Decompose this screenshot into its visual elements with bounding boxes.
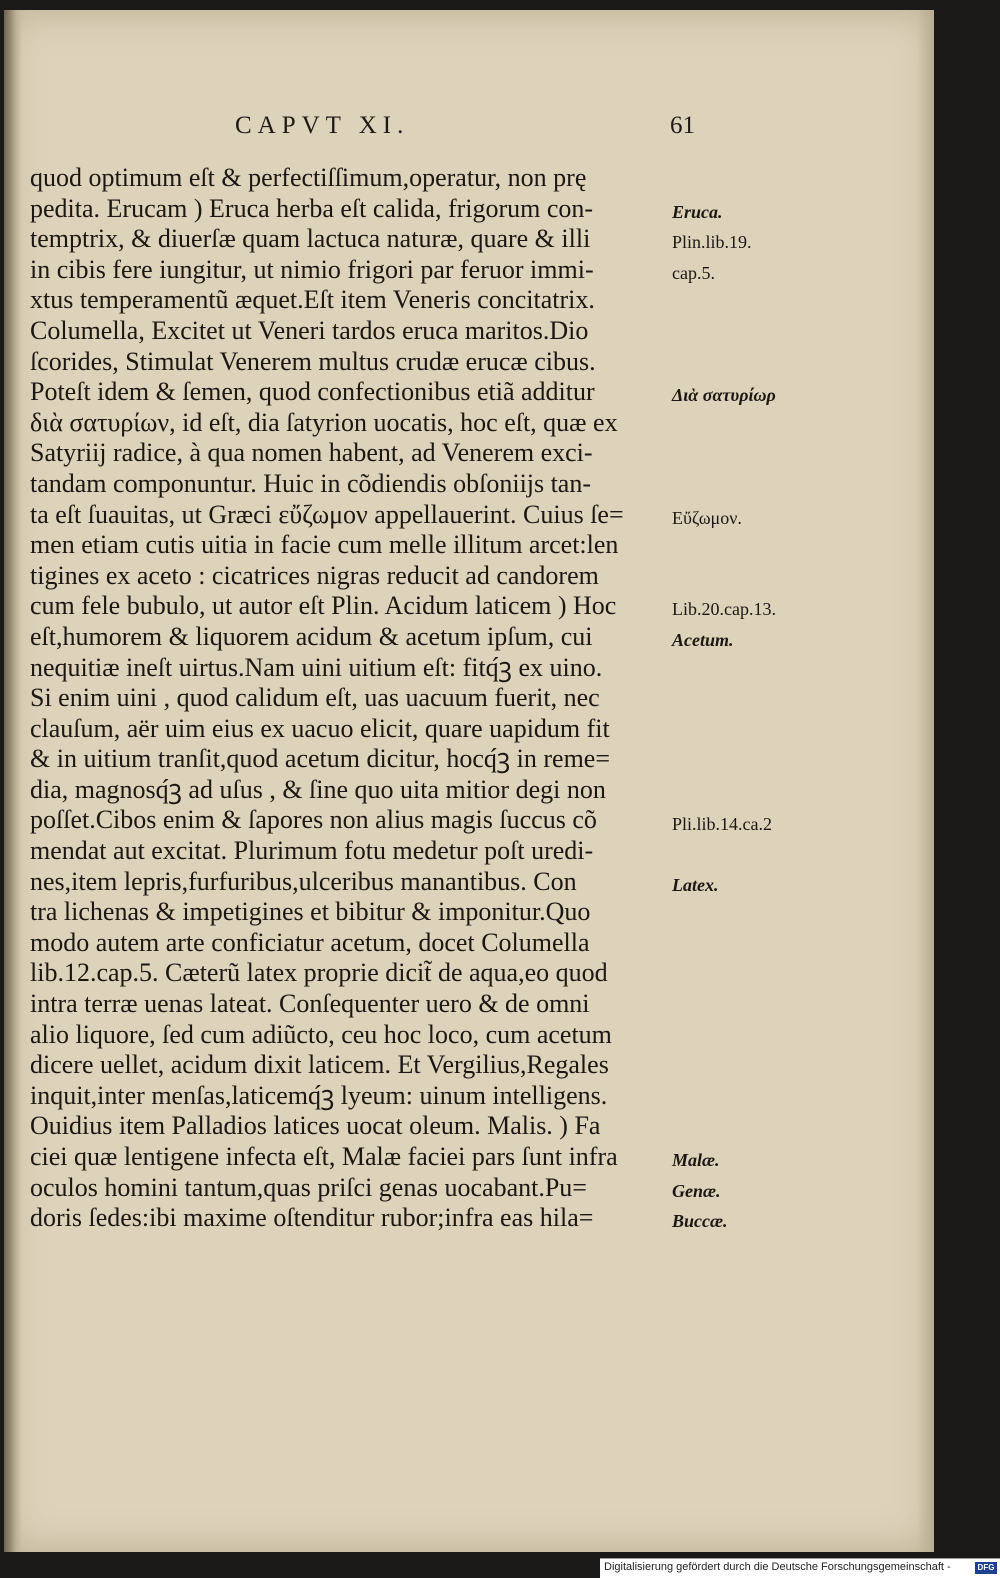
- text-line: oculos homini tantum,quas priſci genas uocabant.Pu=: [30, 1172, 587, 1202]
- text-line: nes,item lepris,furfuribus,ulceribus manantibus. Con: [30, 866, 577, 896]
- text-line: alio liquore, ſed cum adiũcto, ceu hoc loco, cum acetum: [30, 1019, 612, 1049]
- text-line: eſt,humorem & liquorem acidum & acetum ipſum, cui: [30, 621, 593, 651]
- text-line: clauſum, aër uim eius ex uacuo elicit, quare uapidum fit: [30, 713, 610, 743]
- marginal-note: Latex.: [672, 874, 719, 895]
- dfg-logo: DFG: [975, 1562, 997, 1574]
- credit-text: Digitalisierung gefördert durch die Deutsche Forschungsgemeinschaft -: [604, 1561, 951, 1573]
- page-spine-shadow: [4, 10, 22, 1552]
- text-line: poſſet.Cibos enim & ſapores non alius magis ſuccus cõ: [30, 805, 597, 835]
- text-line: dicere uellet, acidum dixit laticem. Et Vergilius,Regales: [30, 1050, 609, 1080]
- marginal-notes: [672, 163, 822, 1263]
- text-line: nequitiæ ineſt uirtus.Nam uini uitium eſt: fitq́ꝫ ex uino.: [30, 652, 603, 682]
- text-line: cum fele bubulo, ut autor eſt Plin. Acidum laticem ) Hoc: [30, 591, 617, 621]
- text-line: inquit,inter menſas,laticemq́ꝫ lyeum: uinum intelligens.: [30, 1080, 608, 1110]
- text-line: & in uitium tranſit,quod acetum dicitur, hocq́ꝫ in reme=: [30, 744, 611, 774]
- marginal-note: Malæ.: [672, 1150, 720, 1171]
- chapter-title: CAPVT XI.: [235, 112, 410, 139]
- marginal-note: Διὰ σατυρίωρ: [672, 385, 776, 406]
- text-line: tigines ex aceto : cicatrices nigras reducit ad candorem: [30, 560, 599, 590]
- text-line: Ouidius item Palladios latices uocat oleum. Malis. ) Fa: [30, 1111, 601, 1141]
- text-line: Satyriĳ radice, à qua nomen habent, ad Venerem exci-: [30, 438, 593, 468]
- marginal-note: Genæ.: [672, 1180, 721, 1201]
- text-line: dia, magnosq́ꝫ ad uſus , & ſine quo uita mitior degi non: [30, 774, 606, 804]
- digitization-credit-bar: [600, 1558, 1000, 1578]
- text-line: lib.12.cap.5. Cæterũ latex proprie dicit̃ de aqua,eo quod: [30, 958, 608, 988]
- text-line: διὰ σατυρίων, id eſt, dia ſatyrion uocatis, hoc eſt, quæ ex: [30, 407, 618, 437]
- text-line: doris ſedes:ibi maxime oſtenditur rubor;infra eas hila=: [30, 1203, 594, 1233]
- marginal-note: cap.5.: [672, 262, 715, 283]
- text-line: ta eſt ſuauitas, ut Græci εὔζωμον appellauerint. Cuius ſe=: [30, 499, 624, 529]
- marginal-note: Plin.lib.19.: [672, 232, 752, 253]
- text-line: mendat aut excitat. Plurimum fotu medetur poſt uredi-: [30, 836, 594, 866]
- text-line: Columella, Excitet ut Veneri tardos eruca maritos.Dio: [30, 315, 589, 345]
- text-line: ciei quæ lentigene infecta eſt, Malæ faciei pars ſunt infra: [30, 1142, 618, 1171]
- text-line: in cibis fere iungitur, ut nimio frigori par feruor immi-: [30, 254, 594, 284]
- text-line: men etiam cutis uitia in facie cum melle illitum arcet:len: [30, 530, 619, 560]
- text-line: tandam componuntur. Huic in cõdiendis obſoniĳs tan-: [30, 468, 591, 498]
- marginal-note: Pli.lib.14.ca.2: [672, 813, 772, 834]
- page-edge-shadow: [918, 10, 934, 1552]
- text-line: Si enim uini , quod calidum eſt, uas uacuum fuerit, nec: [30, 683, 600, 713]
- text-line: temptrix, & diuerſæ quam lactuca naturæ, quare & illi: [30, 224, 591, 254]
- marginal-note: Lib.20.cap.13.: [672, 599, 776, 620]
- text-line: ſcorides, Stimulat Venerem multus crudæ erucæ cibus.: [30, 346, 596, 376]
- running-head: [235, 112, 695, 148]
- marginal-note: Εὔζωμον.: [672, 507, 742, 528]
- text-line: Poteſt idem & ſemen, quod confectionibus etiã additur: [30, 377, 595, 407]
- text-line: tra lichenas & impetigines et bibitur & imponitur.Quo: [30, 897, 591, 927]
- text-line: xtus temperamentũ æquet.Eſt item Veneris concitatrix.: [30, 285, 595, 315]
- marginal-note: Eruca.: [672, 201, 723, 222]
- main-text-block: [30, 163, 670, 1234]
- marginal-note: Buccæ.: [672, 1211, 728, 1232]
- text-line: pedita. Erucam ) Eruca herba eſt calida, frigorum con-: [30, 193, 594, 223]
- marginal-note: Acetum.: [672, 630, 734, 650]
- page-number: 61: [670, 112, 695, 139]
- text-line: modo autem arte conficiatur acetum, docet Columella: [30, 927, 590, 957]
- text-line: quod optimum eſt & perfectiſſimum,operatur, non prę: [30, 163, 587, 192]
- text-line: intra terræ uenas lateat. Conſequenter uero & de omni: [30, 989, 590, 1019]
